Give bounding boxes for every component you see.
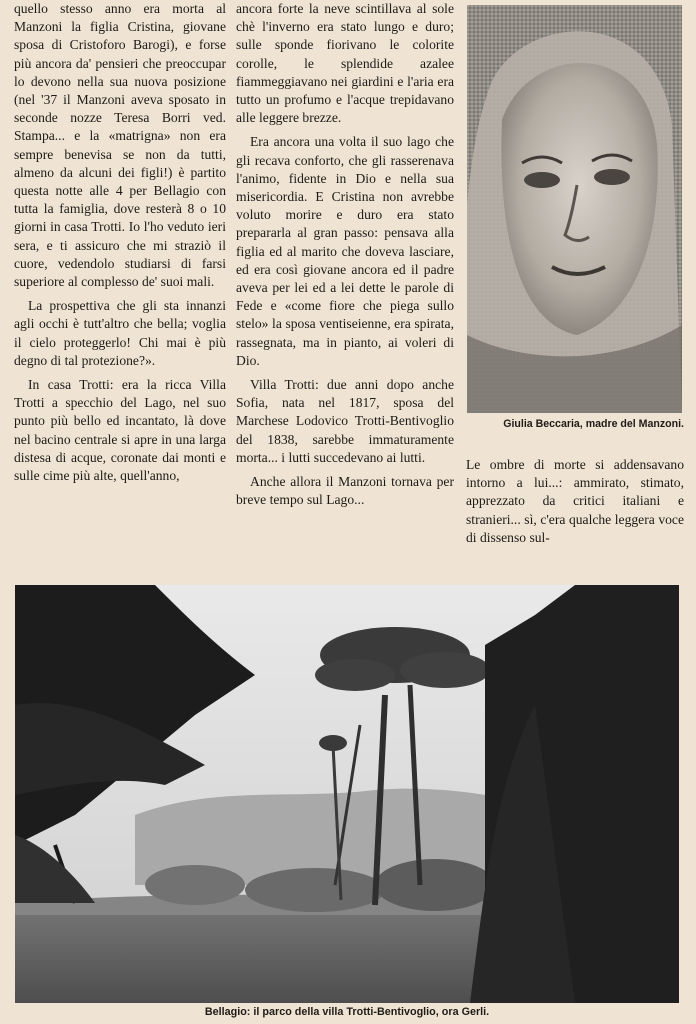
portrait-image bbox=[467, 5, 682, 413]
park-illustration bbox=[15, 585, 679, 1003]
park-photo bbox=[15, 585, 679, 1003]
text-column-1 bbox=[14, 0, 226, 485]
text-column-3 bbox=[466, 456, 684, 547]
portrait-illustration bbox=[467, 5, 682, 413]
paragraph: La prospettiva che gli sta innanzi agli occhi è tutt'altro che bella; voglia il cielo proteggerlo! Chi mai è più degno di tal protezione?». bbox=[14, 298, 226, 368]
text-column-2 bbox=[236, 0, 454, 509]
paragraph: ancora forte la neve scintillava al sole chè l'inverno era stato lungo e duro; sulle sponde fiorivano le colorite corolle, le splendide azalee fiammeggiavano nei giardini e l'aria era tutto un profumo e l'acque trepidavano alle leggere brezze. bbox=[236, 1, 454, 126]
paragraph: Villa Trotti: due anni dopo anche Sofia, nata nel 1817, sposa del Marchese Lodovico Trotti-Bentivoglio del 1838, sarebbe immaturamente morta... i lutti succedevano ai lutti. bbox=[236, 377, 454, 465]
paragraph: Le ombre di morte si addensavano intorno a lui...: ammirato, stimato, apprezzato da critici italiani e stranieri... sì, c'era qualche leggera voce di dissenso sul- bbox=[466, 457, 684, 545]
park-caption: Bellagio: il parco della villa Trotti-Bentivoglio, ora Gerli. bbox=[204, 1006, 490, 1018]
paragraph: Anche allora il Manzoni tornava per breve tempo sul Lago... bbox=[236, 474, 454, 508]
portrait-caption: Giulia Beccaria, madre del Manzoni. bbox=[503, 418, 684, 430]
paragraph: Era ancora una volta il suo lago che gli recava conforto, che gli rasserenava l'animo, fidente in Dio e nella sua misericordia. E Cristina non avrebbe voluto morire e duro era stato prepararla al gran passo: pensava alla figlia ed al marito che doveva lasciare, ed era così giovane ancora ed il padre aveva per lei ed a lei dette le parole di Fede e «come fiore che piega sullo stelo» la sposa ventiseienne, era spirata, rassegnata, ma in pianto, ai voleri di Dio. bbox=[236, 134, 454, 368]
paragraph: In casa Trotti: era la ricca Villa Trotti a specchio del Lago, nel suo punto più bello ed incantato, là dove nel bacino centrale si apre in una larga distesa di acque, coronate dai monti e sulle cime più alte, quell'anno, bbox=[14, 377, 226, 484]
paragraph: quello stesso anno era morta al Manzoni la figlia Cristina, giovane sposa di Cristoforo Barogi), e forse più ancora da' pensieri che preoccupar lo devono nella sua nuova posizione (nel '37 il Manzoni aveva sposato in seconde nozze Teresa Borri ved. Stampa... e la «matrigna» non era sempre benevisa se non da tutti, almeno da alcuni dei figli!) è partito questa notte alle 4 per Bellagio con tutta la famiglia, dove resterà 8 o 10 giorni in casa Trotti. Io l'ho veduto ieri sera, e ti assicuro che mi straziò il cuore, vedendolo studiarsi di farsi superiore al complesso de' suoi mali. bbox=[14, 1, 226, 290]
